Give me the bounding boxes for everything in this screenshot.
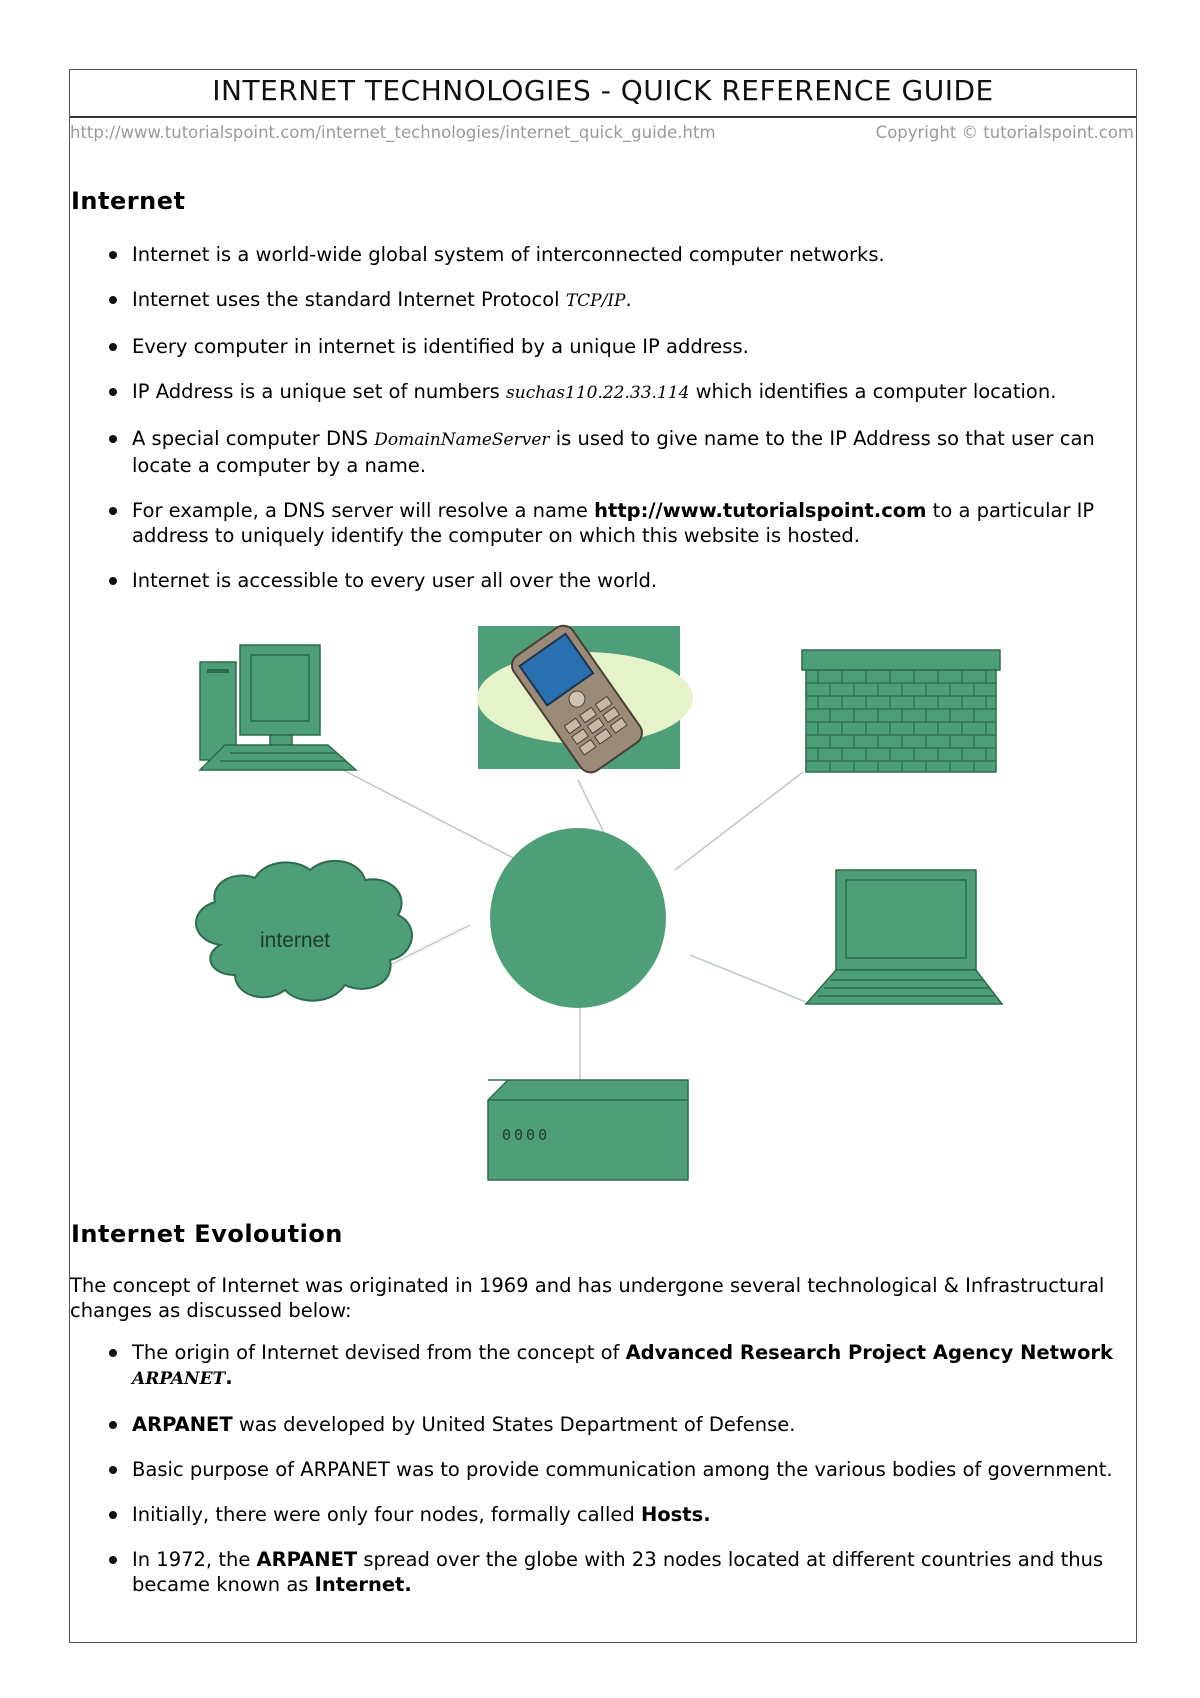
firewall-icon (802, 650, 1000, 772)
source-url[interactable]: http://www.tutorialspoint.com/internet_technologies/internet_quick_guide.htm (70, 123, 716, 142)
page-title: INTERNET TECHNOLOGIES - QUICK REFERENCE GUIDE (212, 74, 994, 107)
bullet-bold-link: http://www.tutorialspoint.com (594, 499, 927, 522)
bullet-text: to a particular IP address to uniquely identify the computer on which this website is hosted. (132, 499, 1095, 547)
section-heading-evolution: Internet Evoloution (71, 1220, 343, 1248)
list-item (70, 1412, 1130, 1437)
bullet-text: is used to give name to the IP Address so that user can locate a computer by a name. (132, 427, 1095, 477)
bullet-text: . (225, 1366, 233, 1389)
bullet-text: . (625, 288, 632, 311)
bullet-bold: ARPANET (256, 1548, 358, 1571)
copyright-notice: Copyright © tutorialspoint.com (875, 123, 1134, 142)
internet-cloud-icon (196, 861, 412, 1001)
bullet-text: Initially, there were only four nodes, formally called (132, 1503, 641, 1526)
desktop-computer-icon (200, 645, 356, 770)
bullet-emphasis: DomainNameServer (374, 430, 550, 450)
bullet-bold: Internet. (314, 1573, 412, 1596)
evolution-intro: The concept of Internet was originated in 1969 and has undergone several technological & Infrastructural changes as discussed below: (70, 1274, 1105, 1322)
bullet-text: Basic purpose of ARPANET was to provide communication among the various bodies of government. (132, 1458, 1113, 1481)
hub-circle (490, 828, 666, 1008)
bullet-text: Internet is a world-wide global system of interconnected computer networks. (132, 243, 885, 266)
list-item (70, 1547, 1130, 1597)
bullet-text: spread over the globe with 23 nodes located at different countries and thus became known as (132, 1548, 1104, 1596)
bullet-bold: Hosts. (640, 1503, 711, 1526)
bullet-text: For example, a DNS server will resolve a name (132, 499, 595, 522)
laptop-icon (806, 870, 1002, 1004)
bullet-text: Internet is accessible to every user all over the world. (132, 569, 658, 592)
network-device-icon (488, 1080, 688, 1180)
cloud-label: internet (259, 929, 331, 952)
bullet-bold: Advanced Research Project Agency Network (625, 1341, 1113, 1364)
bullet-text: IP Address is a unique set of numbers (132, 380, 507, 403)
bullet-text: which identifies a computer location. (689, 380, 1057, 403)
bullet-bold: ARPANET (132, 1413, 233, 1436)
bullet-text: In 1972, the (132, 1548, 257, 1571)
page-frame (69, 69, 1137, 1643)
list-item (70, 1502, 1130, 1527)
bullet-emphasis: TCP/IP (565, 291, 626, 311)
mobile-phone-icon (477, 621, 693, 777)
section-heading-internet: Internet (71, 187, 186, 215)
bullet-text: was developed by United States Department of Defense. (232, 1413, 796, 1436)
bullet-emphasis: ARPANET (132, 1369, 226, 1389)
device-label: 0000 (502, 1126, 551, 1144)
bullet-emphasis: suchas110.22.33.114 (506, 383, 690, 403)
list-item (70, 1457, 1130, 1482)
evolution-bullet-list (70, 1340, 1130, 1617)
list-item (70, 1340, 1130, 1392)
bullet-text: Every computer in internet is identified by a unique IP address. (132, 335, 749, 358)
bullet-text: Internet uses the standard Internet Protocol (132, 288, 566, 311)
bullet-text: A special computer DNS (132, 427, 375, 450)
bullet-text: The origin of Internet devised from the concept of (132, 1341, 626, 1364)
